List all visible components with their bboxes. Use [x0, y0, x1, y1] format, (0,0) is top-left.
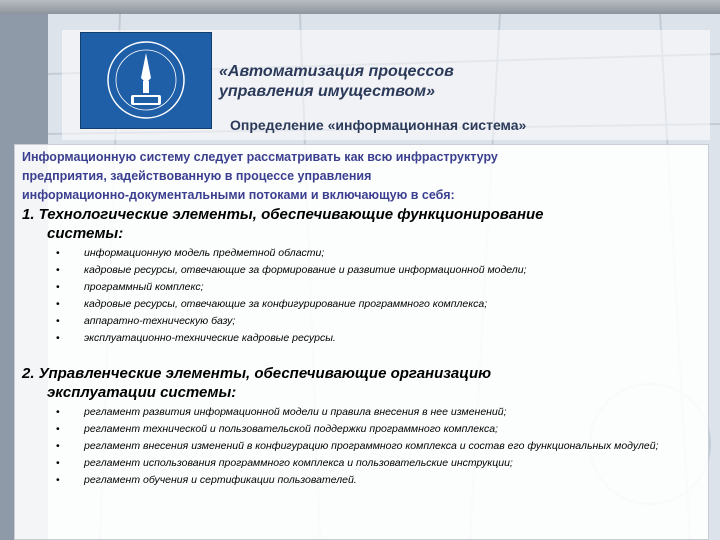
- list-item-text: эксплуатационно-технические кадровые ресурсы.: [84, 332, 336, 344]
- list-item-text: регламент обучения и сертификации пользователей.: [84, 474, 357, 486]
- intro-line-2: предприятия, задействованную в процессе управления: [22, 169, 372, 183]
- logo: [80, 32, 212, 129]
- section-1-heading-line-1: 1. Технологические элементы, обеспечивающие функционирование: [22, 206, 544, 223]
- title-line-1: «Автоматизация процессов: [219, 63, 454, 80]
- list-item: [56, 246, 696, 260]
- top-bar: [0, 0, 720, 14]
- section-2-list: [56, 405, 696, 490]
- list-item-text: информационную модель предметной области;: [84, 247, 325, 259]
- list-item-text: программный комплекс;: [84, 281, 204, 293]
- city-emblem-icon: [81, 33, 211, 128]
- section-1-list: [56, 246, 696, 348]
- list-item-text: кадровые ресурсы, отвечающие за формирование и развитие информационной модели;: [84, 264, 527, 276]
- list-item: [56, 314, 696, 328]
- list-item-text: регламент внесения изменений в конфигурацию программного комплекса и состав его функциональных модулей;: [84, 440, 659, 452]
- section-2-heading-line-2: эксплуатации системы:: [47, 384, 237, 401]
- list-item: [56, 422, 696, 436]
- list-item: [56, 263, 696, 277]
- section-1-heading: [22, 205, 702, 243]
- list-item: [56, 456, 696, 470]
- bullet-icon: •: [56, 474, 60, 486]
- list-item: [56, 473, 696, 487]
- bullet-icon: •: [56, 298, 60, 310]
- list-item: [56, 331, 696, 345]
- list-item: [56, 297, 696, 311]
- list-item-text: регламент технической и пользовательской поддержки программного комплекса;: [84, 423, 498, 435]
- intro-line-3: информационно-документальными потоками и включающую в себя:: [22, 188, 455, 202]
- list-item: [56, 439, 696, 453]
- bullet-icon: •: [56, 315, 60, 327]
- list-item: [56, 280, 696, 294]
- intro-paragraph: [22, 148, 672, 205]
- bullet-icon: •: [56, 406, 60, 418]
- page-subtitle: Определение «информационная система»: [230, 117, 527, 133]
- page-title: [219, 62, 539, 102]
- list-item-text: регламент развития информационной модели и правила внесения в нее изменений;: [84, 406, 507, 418]
- bullet-icon: •: [56, 247, 60, 259]
- list-item-text: регламент использования программного комплекса и пользовательские инструкции;: [84, 457, 513, 469]
- bullet-icon: •: [56, 264, 60, 276]
- section-2-heading: [22, 364, 702, 402]
- bullet-icon: •: [56, 281, 60, 293]
- bullet-icon: •: [56, 457, 60, 469]
- list-item: [56, 405, 696, 419]
- intro-line-1: Информационную систему следует рассматривать как всю инфраструктуру: [22, 150, 498, 164]
- bullet-icon: •: [56, 440, 60, 452]
- bullet-icon: •: [56, 332, 60, 344]
- bullet-icon: •: [56, 423, 60, 435]
- list-item-text: аппаратно-техническую базу;: [84, 315, 236, 327]
- section-1-heading-line-2: системы:: [47, 225, 124, 242]
- title-line-2: управления имуществом»: [219, 83, 436, 100]
- list-item-text: кадровые ресурсы, отвечающие за конфигурирование программного комплекса;: [84, 298, 488, 310]
- section-2-heading-line-1: 2. Управленческие элементы, обеспечивающие организацию: [22, 365, 492, 382]
